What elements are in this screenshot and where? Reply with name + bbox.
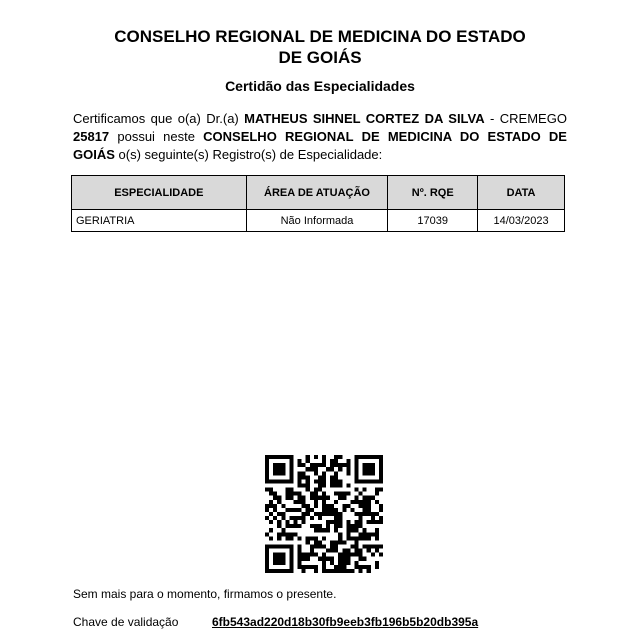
intro-text: Certificamos que o(a) Dr.(a) bbox=[73, 111, 239, 126]
title-line-1: CONSELHO REGIONAL DE MEDICINA DO ESTADO bbox=[114, 27, 526, 46]
cell-area-atuacao: Não Informada bbox=[246, 210, 388, 232]
header-area-atuacao: ÁREA DE ATUAÇÃO bbox=[246, 176, 388, 210]
document-subtitle: Certidão das Especialidades bbox=[225, 78, 415, 94]
document-title bbox=[0, 26, 640, 68]
cell-especialidade: GERIATRIA bbox=[72, 210, 247, 232]
header-rqe: Nº. RQE bbox=[388, 176, 478, 210]
possui-text: possui neste bbox=[117, 129, 195, 144]
table-header-row bbox=[72, 176, 565, 210]
table-row bbox=[72, 210, 565, 232]
council-name: CONSELHO REGIONAL DE MEDICINA DO ESTADO DE GOIÁS bbox=[73, 129, 567, 162]
cell-data: 14/03/2023 bbox=[478, 210, 565, 232]
validation-key-label: Chave de validação bbox=[73, 615, 179, 629]
header-especialidade: ESPECIALIDADE bbox=[72, 176, 247, 210]
header-data: DATA bbox=[478, 176, 565, 210]
doctor-name: MATHEUS SIHNEL CORTEZ DA SILVA bbox=[244, 111, 485, 126]
cell-rqe: 17039 bbox=[388, 210, 478, 232]
validation-key-value[interactable]: 6fb543ad220d18b30fb9eeb3fb196b5b20db395a bbox=[212, 615, 479, 629]
certificate-paragraph bbox=[73, 110, 567, 164]
closing-text: Sem mais para o momento, firmamos o presente. bbox=[73, 587, 337, 601]
title-line-2: DE GOIÁS bbox=[278, 48, 362, 67]
cremego-label: - CREMEGO bbox=[490, 111, 567, 126]
qr-code-icon bbox=[265, 455, 383, 573]
specialty-table bbox=[71, 175, 565, 232]
cremego-number: 25817 bbox=[73, 129, 110, 144]
ending-text: o(s) seguinte(s) Registro(s) de Especialidade: bbox=[118, 147, 383, 162]
